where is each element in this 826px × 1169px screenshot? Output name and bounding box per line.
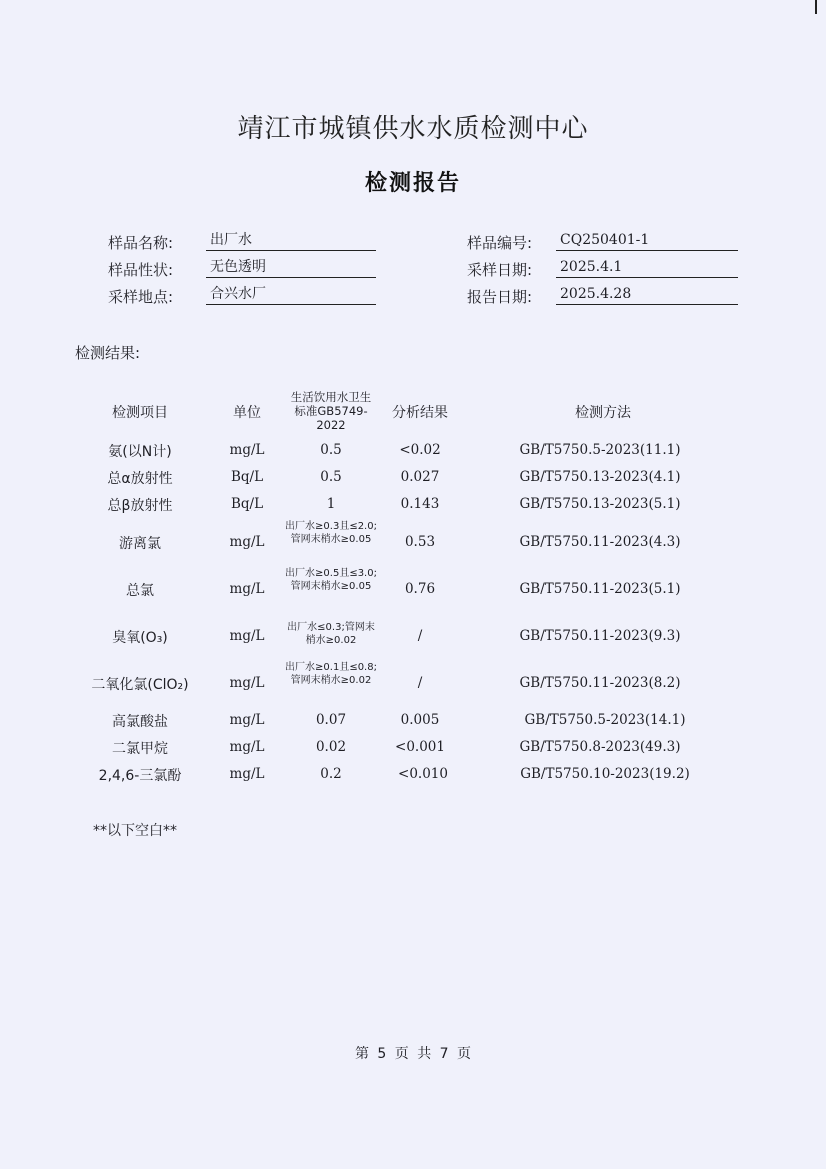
results-section-label: 检测结果: [75, 344, 141, 362]
header-result: 分析结果 [392, 405, 448, 421]
sample-state-label: 样品性状: [108, 261, 174, 279]
header-item: 检测项目 [112, 405, 168, 421]
row-method: GB/T5750.8-2023(49.3) [519, 739, 681, 755]
row-item: 二氧化氯(ClO₂) [91, 677, 189, 693]
row-result: 0.76 [404, 581, 436, 597]
report-title: 检测报告 [364, 171, 461, 196]
row-unit: Bq/L [230, 469, 264, 485]
blank-below-note: **以下空白** [93, 823, 177, 839]
sample-name-value: 出厂水 [206, 231, 376, 251]
sampling-location-label: 采样地点: [108, 288, 174, 306]
row-method: GB/T5750.11-2023(5.1) [519, 581, 681, 597]
sample-id-label: 样品编号: [467, 234, 533, 252]
row-standard: 0.5 [320, 469, 342, 485]
row-item: 总β放射性 [107, 498, 173, 514]
row-result: / [417, 628, 423, 644]
row-unit: mg/L [229, 534, 265, 550]
row-method: GB/T5750.13-2023(5.1) [519, 496, 681, 512]
sample-name-label: 样品名称: [108, 234, 174, 252]
row-method: GB/T5750.11-2023(8.2) [519, 675, 681, 691]
row-standard: 0.02 [315, 739, 347, 755]
row-method: GB/T5750.13-2023(4.1) [519, 469, 681, 485]
row-item: 二氯甲烷 [112, 741, 168, 757]
row-unit: mg/L [229, 442, 265, 458]
row-unit: mg/L [229, 712, 265, 728]
row-standard: 0.5 [320, 442, 342, 458]
row-standard: 出厂水≥0.3且≤2.0;管网末梢水≥0.05 [285, 521, 377, 545]
row-item: 2,4,6-三氯酚 [98, 768, 182, 784]
row-unit: mg/L [229, 628, 265, 644]
row-item: 氨(以N计) [108, 444, 172, 460]
header-method: 检测方法 [575, 405, 631, 421]
row-unit: mg/L [229, 766, 265, 782]
row-unit: mg/L [229, 739, 265, 755]
row-result: 0.53 [404, 534, 436, 550]
row-method: GB/T5750.10-2023(19.2) [520, 766, 690, 782]
sampling-location-value: 合兴水厂 [206, 285, 376, 305]
row-unit: mg/L [229, 675, 265, 691]
row-result: <0.010 [398, 766, 448, 782]
row-result: / [417, 675, 423, 691]
row-standard: 出厂水≥0.1且≤0.8;管网末梢水≥0.02 [285, 662, 377, 686]
row-standard: 0.07 [315, 712, 347, 728]
row-standard: 1 [326, 496, 336, 512]
row-item: 总α放射性 [107, 471, 173, 487]
report-date-label: 报告日期: [467, 288, 533, 306]
row-item: 臭氧(O₃) [112, 630, 168, 646]
row-standard: 0.2 [320, 766, 342, 782]
report-date-value: 2025.4.28 [556, 285, 738, 305]
organization-name: 靖江市城镇供水水质检测中心 [237, 114, 589, 144]
sampling-date-label: 采样日期: [467, 261, 533, 279]
row-item: 高氯酸盐 [112, 714, 168, 730]
sampling-date-value: 2025.4.1 [556, 258, 738, 278]
row-unit: Bq/L [230, 496, 264, 512]
scan-edge-mark [815, 0, 817, 14]
header-standard: 生活饮用水卫生标准GB5749-2022 [290, 390, 372, 432]
row-standard: 出厂水≤0.3;管网末梢水≥0.02 [287, 622, 375, 646]
row-result: 0.027 [400, 469, 440, 485]
row-result: <0.02 [399, 442, 441, 458]
row-item: 总氯 [126, 583, 154, 599]
row-unit: mg/L [229, 581, 265, 597]
row-result: 0.143 [400, 496, 440, 512]
row-result: 0.005 [400, 712, 440, 728]
row-method: GB/T5750.11-2023(4.3) [519, 534, 681, 550]
row-method: GB/T5750.5-2023(11.1) [519, 442, 681, 458]
row-method: GB/T5750.11-2023(9.3) [519, 628, 681, 644]
page-number: 第 5 页 共 7 页 [354, 1046, 472, 1062]
row-method: GB/T5750.5-2023(14.1) [524, 712, 686, 728]
row-result: <0.001 [395, 739, 445, 755]
sample-id-value: CQ250401-1 [556, 231, 738, 251]
header-unit: 单位 [233, 405, 261, 421]
sample-state-value: 无色透明 [206, 258, 376, 278]
row-standard: 出厂水≥0.5且≤3.0;管网末梢水≥0.05 [285, 568, 377, 592]
row-item: 游离氯 [119, 536, 161, 552]
